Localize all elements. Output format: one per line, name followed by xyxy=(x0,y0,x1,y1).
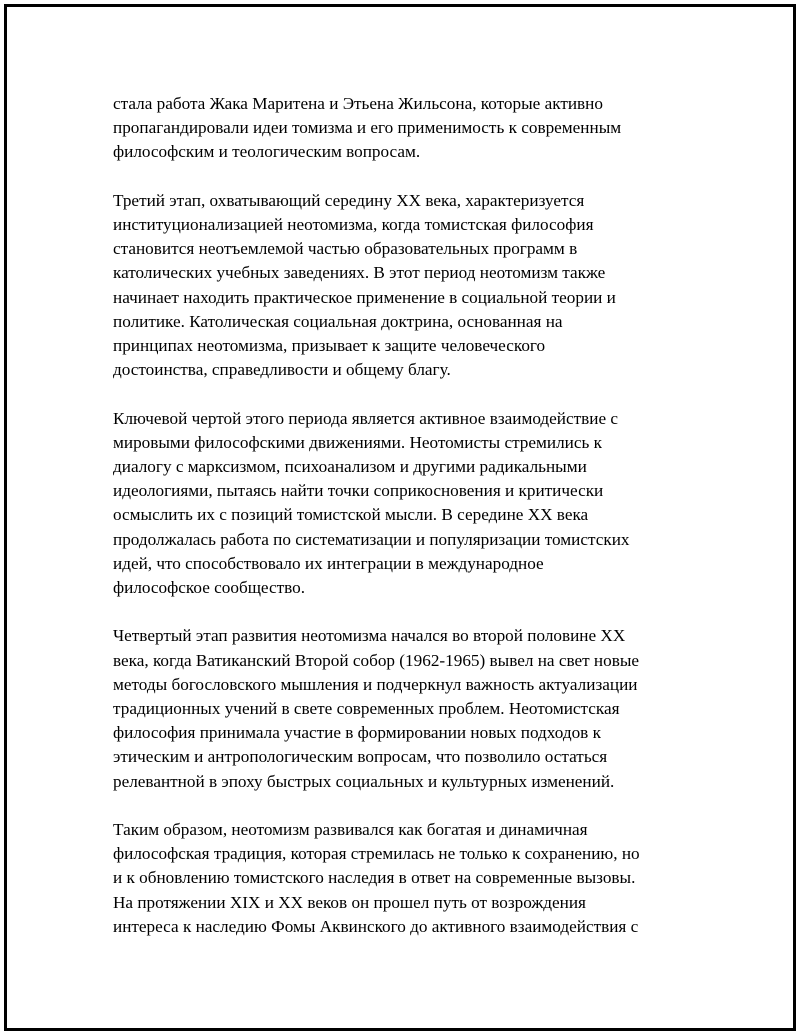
text-line: институционализацией неотомизма, когда томистская философия xyxy=(113,215,594,234)
text-line: диалогу с марксизмом, психоанализом и другими радикальными xyxy=(113,457,587,477)
text-line: философское сообщество. xyxy=(113,578,306,598)
text-line: достоинства, справедливости и общему благу. xyxy=(113,360,451,380)
paragraph-4 xyxy=(113,624,693,793)
text-line: мировыми философскими движениями. Неотомисты стремились к xyxy=(113,432,602,452)
paragraph-5 xyxy=(113,818,693,939)
text-line: идеологиями, пытаясь найти точки соприкосновения и критически xyxy=(113,481,604,501)
document-body xyxy=(113,92,693,963)
text-line: Ключевой чертой этого периода является активное взаимодействие с xyxy=(113,408,618,428)
text-line: этическим и антропологическим вопросам, что позволило остаться xyxy=(113,747,608,767)
text-line: политике. Католическая социальная доктрина, основанная на xyxy=(113,311,563,331)
text-line: и к обновлению томистского наследия в ответ на современные вызовы. xyxy=(113,868,636,888)
text-line: интереса к наследию Фомы Аквинского до активного взаимодействия с xyxy=(113,916,639,936)
text-line: философия принимала участие в формировании новых подходов к xyxy=(113,723,601,743)
paragraph-2 xyxy=(113,189,693,383)
text-line: методы богословского мышления и подчеркнул важность актуализации xyxy=(113,674,638,694)
text-line: Четвертый этап развития неотомизма начался во второй половине XX xyxy=(113,626,626,646)
text-line: начинает находить практическое применение в социальной теории и xyxy=(113,287,616,307)
text-line: продолжалась работа по систематизации и популяризации томистских xyxy=(113,529,630,549)
text-line: идей, что способствовало их интеграции в международное xyxy=(113,553,544,573)
text-line: философским и теологическим вопросам. xyxy=(113,142,421,162)
text-line: стала работа Жака Маритена и Этьена Жильсона, которые активно xyxy=(113,94,603,113)
paragraph-3 xyxy=(113,407,693,601)
text-line: релевантной в эпоху быстрых социальных и культурных изменений. xyxy=(113,771,615,791)
text-line: традиционных учений в свете современных проблем. Неотомистская xyxy=(113,699,620,719)
text-line: На протяжении XIX и XX веков он прошел путь от возрождения xyxy=(113,892,586,912)
text-line: осмыслить их с позиций томистской мысли. В середине XX века xyxy=(113,505,589,525)
text-line: Третий этап, охватывающий середину XX века, характеризуется xyxy=(113,190,585,210)
text-line: Таким образом, неотомизм развивался как богатая и динамичная xyxy=(113,820,588,840)
text-line: принципах неотомизма, призывает к защите человеческого xyxy=(113,336,546,356)
text-line: философская традиция, которая стремилась не только к сохранению, но xyxy=(113,844,640,864)
paragraph-1 xyxy=(113,92,693,165)
text-line: века, когда Ватиканский Второй собор (1962-1965) вывел на свет новые xyxy=(113,650,639,670)
text-line: пропагандировали идеи томизма и его применимость к современным xyxy=(113,118,622,138)
text-line: католических учебных заведениях. В этот период неотомизм также xyxy=(113,263,606,283)
text-line: становится неотъемлемой частью образовательных программ в xyxy=(113,239,578,259)
